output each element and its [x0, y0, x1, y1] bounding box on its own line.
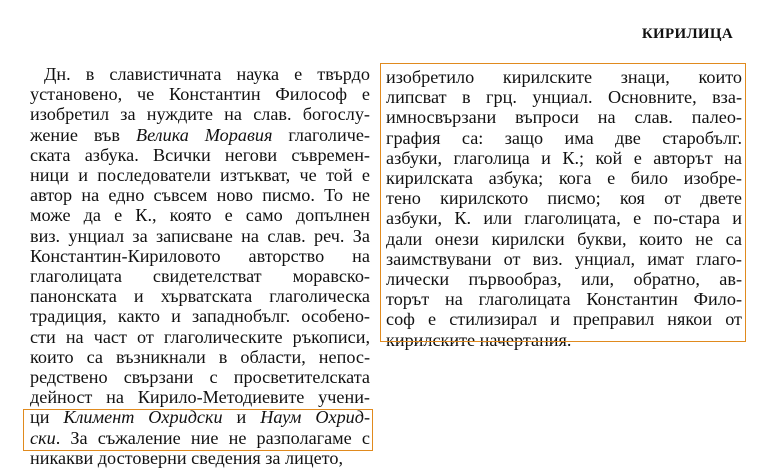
- text-line: тено кирилското писмо; коя от двете: [386, 188, 742, 209]
- text-line: липсват в грц. унциал. Основните, вза-: [386, 87, 742, 108]
- text-line-mixed: [30, 428, 370, 448]
- text-line: заимствувани от виз. унциал, имат глаго-: [386, 248, 742, 269]
- text-line: азбуки, К. или глаголицата, е по-стара и: [386, 208, 742, 229]
- text-line: изобретило кирилските знаци, които: [386, 67, 742, 87]
- italic-name-kliment: Климент Охридски: [63, 407, 223, 428]
- right-text-column: [386, 67, 742, 350]
- text-line: азбуки, глаголица и К.; кой е авторът на: [386, 147, 742, 168]
- text-line: които са възникнали в области, непос-: [30, 346, 370, 367]
- italic-name-naum-tail: ски: [30, 427, 56, 448]
- text-line: графия са: защо има две старобълг.: [386, 127, 742, 148]
- text-line: сти на част от глаголическите ръкописи,: [30, 326, 370, 347]
- text-line: може да е К., която е само допълнен: [30, 205, 370, 226]
- page-header-title: КИРИЛИЦА: [641, 26, 733, 42]
- left-text-column: [30, 64, 370, 468]
- text-line: панонската и хърватската глаголическа: [30, 286, 370, 307]
- text-line: установено, че Константин Философ е: [30, 84, 370, 105]
- text-line: соф е стилизирал и преправил някои от: [386, 309, 742, 330]
- text-line: изобретил за нуждите на слав. богослу-: [30, 104, 370, 125]
- text-line: торът на глаголицата Константин Фило-: [386, 289, 742, 310]
- text-line: имносвързани въпроси на слав. палео-: [386, 107, 742, 128]
- text-line-mixed: [30, 407, 370, 427]
- text-line: никакви достоверни сведения за лицето,: [30, 447, 343, 468]
- italic-name-naum: Наум Охрид-: [260, 407, 371, 428]
- italic-term-velika-moravia: Велика Моравия: [135, 124, 273, 145]
- text-line: редствено свързани с просветителската: [30, 367, 370, 388]
- text-line: ската азбука. Всички негови съвремен-: [30, 144, 370, 165]
- text-line: кирилската азбука; кога е било изобре-: [386, 168, 742, 189]
- text-line: дейност на Кирило-Методиевите учени-: [30, 387, 370, 408]
- text-run: глаголиче-: [272, 124, 370, 145]
- text-run: . За съжаление ние не разполагаме с: [55, 427, 370, 448]
- text-line: виз. унциал за записване на слав. реч. За: [30, 225, 370, 246]
- text-line: дали онези кирилски букви, които не са: [386, 228, 742, 249]
- text-line: Константин-Кириловото авторство на: [30, 245, 370, 266]
- text-line-mixed: [30, 125, 370, 145]
- text-line: ници и последователи изтъкват, че той е: [30, 165, 370, 186]
- text-line: кирилските начертания.: [386, 329, 572, 350]
- text-run: жение във: [30, 124, 136, 145]
- text-line: Дн. в славистичната наука е твърдо: [44, 64, 370, 84]
- text-line: автор на едно съвсем ново писмо. То не: [30, 185, 370, 206]
- text-line: традиция, както и западнобълг. особено-: [30, 306, 370, 327]
- text-line: глаголицата свидетелстват моравско-: [30, 266, 370, 287]
- text-run: ци: [30, 407, 64, 428]
- text-line: лически първообраз, или, обратно, ав-: [386, 269, 742, 290]
- text-run: и: [222, 407, 261, 428]
